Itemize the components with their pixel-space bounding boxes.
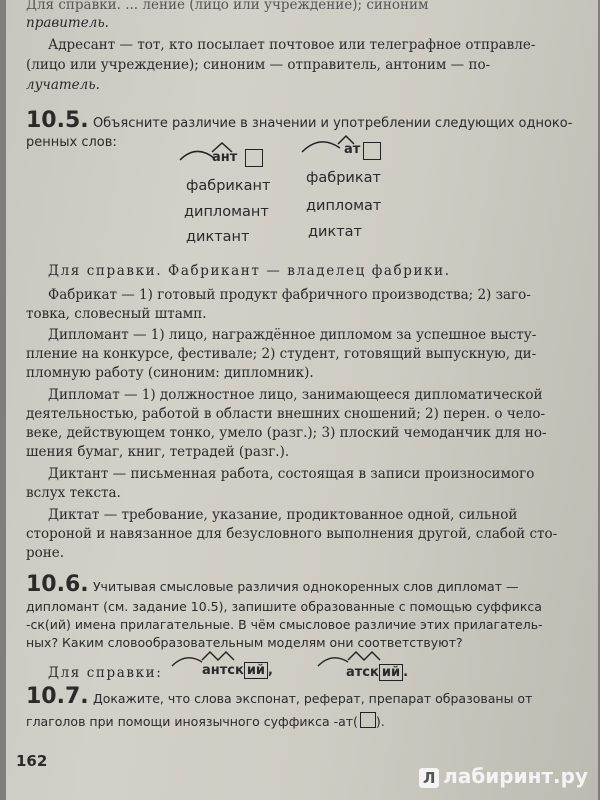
ref-word-2: атск ий . [346,665,409,680]
reference-line: Диктант — письменная работа, состоящая в записи произносимого [48,466,535,482]
word-left: диктант [186,229,250,245]
word-right: диктат [308,224,362,240]
task-number: 10.7. [26,684,89,709]
reference-line: веке, действующем тонко, умело (разг.); 3) плоский чемоданчик для но- [26,425,547,441]
reference-line: Дипломат — 1) должностное лицо, занимающееся дипломатической [48,387,543,403]
reference-line: пление на конкурсе, фестивале; 2) студент, готовящий выпускную, ди- [26,346,537,362]
task-text-end: ). [375,714,385,729]
word-right: дипломат [306,198,382,214]
book-page [6,0,598,800]
task-text: Объясните различие в значении и употреблении следующих одноко- [92,116,573,131]
task-text: ных? Каким словообразовательным моделям они соответствуют? [26,635,463,650]
ref-word-1: антск ий , [202,663,273,678]
ref-suffix: антск [202,663,244,678]
intro-line: правитель. [26,15,109,31]
reference-line: Дипломант — 1) лицо, награждённое дипломом за успешное высту- [48,327,537,343]
reference-line: пломную работу (синоним: дипломник). [26,365,314,381]
ref-label: Для справки: [48,665,163,681]
ref-suffix: атск [346,665,379,680]
task-number: 10.5. [26,108,89,133]
reference-line: вслух текста. [26,485,121,501]
reference-line: Фабрикат — 1) готовый продукт фабричного производства; 2) заго- [48,287,531,303]
intro-line: Адресант — тот, кто посылает почтовое или телеграфное отправле- [48,37,536,53]
task-text: ренных слов: [26,135,117,150]
intro-line: лучатель. [26,77,100,93]
ref-ending: ий [379,664,403,681]
page-number: 162 [16,752,48,770]
word-right: фабрикат [306,170,381,186]
task-10-7-header [26,684,533,709]
ending-box-icon [360,712,376,728]
suffix-right: ат [344,142,361,157]
reference-line: стороной и навязанное для безусловного выполнения другой, слабой сто- [26,526,558,542]
task-text: -ск(ий) имена прилагательные. В чём смысловое различие этих прилагатель- [26,617,543,632]
intro-line: Для справки. ... ление (лицо или учреждение); синоним [26,0,429,13]
task-10-6-header [26,572,519,597]
word-left: фабрикант [186,178,271,194]
suffix-left: ант [212,150,238,165]
reference-line: Диктат — требование, указание, продиктованное одной, сильной [48,507,518,523]
task-text: дипломант (см. задание 10.5), запишите образованные с помощью суффикса [26,599,542,614]
reference-line: деятельностью, работой в области внешних сношений; 2) перен. о чело- [26,406,546,422]
task-text [26,712,385,731]
reference-line: роне. [26,545,65,561]
ending-box-icon [363,142,381,160]
task-text: Докажите, что слова экспонат, реферат, препарат образованы от [92,691,533,706]
reference-line: товка, словесный штамп. [26,306,207,322]
task-text: Учитывая смысловые различия однокоренных слов дипломат — [92,579,519,594]
ending-box-icon [245,149,263,167]
reference-line: Для справки. Фабрикант — владелец фабрики. [48,263,451,279]
reference-line: шения бумаг, книг, тетрадей (разг.). [26,444,290,460]
ref-ending: ий [244,662,268,679]
watermark [419,764,588,788]
intro-line: (лицо или учреждение); синоним — отправитель, антоним — по- [26,57,491,73]
task-number: 10.6. [26,572,89,597]
labirint-logo-icon: Л [419,768,439,788]
task-text-part: глаголов при помощи иноязычного суффикса -ат( [26,714,358,729]
watermark-text: лабиринт.ру [443,764,588,788]
word-left: дипломант [184,204,269,220]
